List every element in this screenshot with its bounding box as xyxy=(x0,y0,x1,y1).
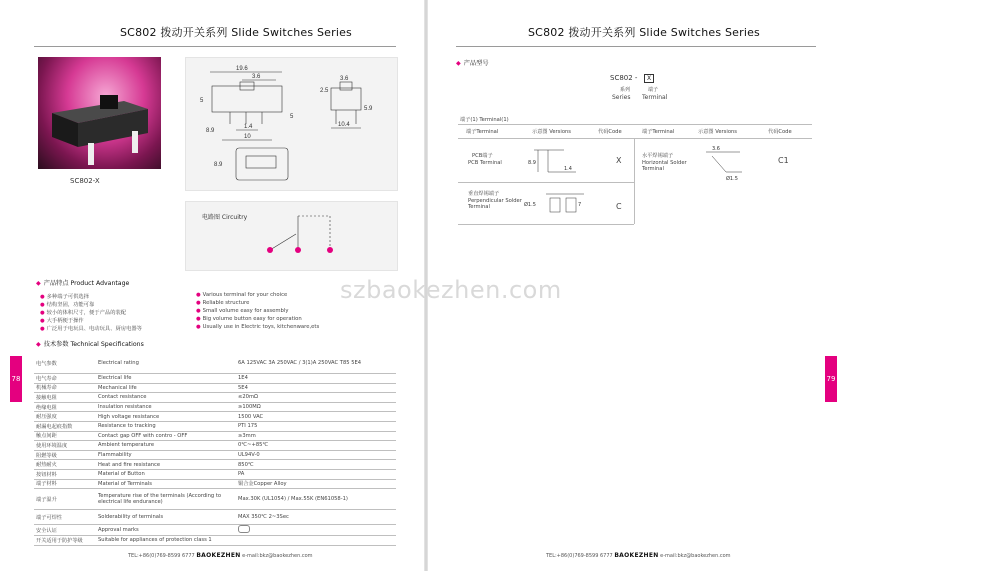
table-row: 安全认证 Approval marks xyxy=(34,525,396,536)
table-row: 开关适用于防护等级 Suitable for appliances of protection class 1 xyxy=(34,536,396,546)
code-prefix: SC802 - xyxy=(610,74,638,82)
row3-code: C1 xyxy=(778,156,789,165)
table-row: 端子温升 Temperature rise of the terminals (According to electrical life endurance) Max.30K (UL1054) / Max.55K (EN61058-1) xyxy=(34,489,396,510)
product-photo xyxy=(38,57,161,169)
dim-1-4: 1.4 xyxy=(244,124,253,130)
table-row: 触点间距 Contact gap OFF with contro - OFF ≥3mm xyxy=(34,431,396,441)
dim-19-6: 19.6 xyxy=(236,66,248,72)
advantage-en-1: ● Various terminal for your choice xyxy=(196,292,288,298)
col-version: 示意图 Versions xyxy=(532,129,571,135)
approval-mark-cell xyxy=(236,525,396,536)
dim-5-9: 5.9 xyxy=(364,106,373,112)
table-row: 电气寿命 Electrical life 1E4 xyxy=(34,374,396,384)
title-rule xyxy=(34,46,396,47)
table-row: 机械寿命 Mechanical life 5E4 xyxy=(34,383,396,393)
switch-photo-icon xyxy=(38,57,161,169)
terminal-cn: 端子 xyxy=(648,87,659,93)
col-code: 代码Code xyxy=(598,129,622,135)
terminal-table xyxy=(458,116,812,224)
series-en: Series xyxy=(612,94,631,101)
terminal-dot-3 xyxy=(327,247,333,253)
advantage-en-3: ● Small volume easy for assembly xyxy=(196,308,289,314)
dimension-drawing xyxy=(186,58,397,190)
spec-value: 6A 125VAC 3A 250VAC / 3(1)A 250VAC T85 5E4 xyxy=(236,353,396,374)
row3-name-en: Horizontal Solder Terminal xyxy=(642,160,687,172)
circuitry-label: 电路图 Circuitry xyxy=(202,214,248,221)
advantage-cn-2: ● 结构坚固，功能可靠 xyxy=(40,302,95,308)
row1-name-cn: PCB端子 xyxy=(472,153,493,159)
col-version-2: 示意图 Versions xyxy=(698,129,737,135)
row1-code: X xyxy=(616,156,622,165)
table-row: 耐漏电起痕指数 Resistance to tracking PTI 175 xyxy=(34,421,396,431)
advantage-en-4: ● Big volume button easy for operation xyxy=(196,316,302,322)
footer-brand: BAOKEZHEN xyxy=(196,552,241,559)
advantage-en-2: ● Reliable structure xyxy=(196,300,250,306)
table-row: 绝缘电阻 Insulation resistance ≥100MΩ xyxy=(34,402,396,412)
pcb-dim-a: 8.9 xyxy=(528,160,536,166)
advantage-heading: ◆ 产品特点 Product Advantage xyxy=(36,280,130,287)
pcb-terminal-drawing xyxy=(524,146,584,176)
circuitry-panel xyxy=(185,201,398,271)
product-code-heading: ◆ 产品型号 xyxy=(456,60,489,67)
footer xyxy=(128,552,313,559)
series-cn: 系列 xyxy=(620,87,631,93)
row2-name-cn: 垂直焊锡端子 xyxy=(468,191,500,197)
dim-2-5: 2.5 xyxy=(320,88,329,94)
dim-5a: 5 xyxy=(200,98,204,104)
dim-3-6: 3.6 xyxy=(252,74,261,80)
footer-tel: TEL:+86(0)769-8599 6777 xyxy=(128,553,195,559)
footer-mail: e-mail:bkz@baokezhen.com xyxy=(242,553,313,559)
table-row: 耐压强度 High voltage resistance 1500 VAC xyxy=(34,412,396,422)
table-row xyxy=(34,353,396,374)
dim-8-9: 8.9 xyxy=(206,128,215,134)
table-row: 耐热耐火 Heat and fire resistance 850℃ xyxy=(34,460,396,470)
approval-mark-icon xyxy=(238,525,250,533)
horiz-dim-b: Ø1.5 xyxy=(726,176,738,182)
advantage-en-5: ● Usually use in Electric toys, kitchenware,ets xyxy=(196,324,320,330)
pcb-dim-b: 1.4 xyxy=(564,166,572,172)
row3-name-cn: 水平焊锡端子 xyxy=(642,153,674,159)
dim-8-9b: 8.9 xyxy=(214,162,223,168)
terminal-dot-2 xyxy=(295,247,301,253)
table-row: 接触电阻 Contact resistance ≤20mΩ xyxy=(34,393,396,403)
row2-code: C xyxy=(616,202,622,211)
horiz-dim-a: 3.6 xyxy=(712,146,720,152)
dim-10: 10 xyxy=(244,134,251,140)
page-number: 78 xyxy=(11,375,21,383)
product-caption: SC802-X xyxy=(70,177,100,185)
row1-name-en: PCB Terminal xyxy=(468,160,502,166)
footer-tel-right: TEL:+86(0)769-8599 6777 xyxy=(546,553,613,559)
page-number-right: 79 xyxy=(826,375,836,383)
col-terminal-2: 端子Terminal xyxy=(642,129,675,135)
table-row: 按钮材料 Material of Button PA xyxy=(34,469,396,479)
dim-10-4: 10.4 xyxy=(338,122,350,128)
dim-5b: 5 xyxy=(290,114,294,120)
perp-dim-a: Ø1.5 xyxy=(524,202,536,208)
dimension-drawing-panel xyxy=(185,57,398,191)
advantage-cn-5: ● 广泛用于电玩具、电动玩具、厨房电器等 xyxy=(40,326,142,332)
terminal-section-label: 端子(1) Terminal(1) xyxy=(460,117,509,123)
table-row: 使用环境温度 Ambient temperature 0℃~+85℃ xyxy=(34,441,396,451)
code-diagram xyxy=(610,74,690,106)
dim-3-6b: 3.6 xyxy=(340,76,349,82)
page-number-tab-right xyxy=(825,356,837,402)
page-number-tab xyxy=(10,356,22,402)
spec-table xyxy=(34,353,396,546)
left-page-title: SC802 拨动开关系列 Slide Switches Series xyxy=(120,26,352,39)
perpendicular-terminal-drawing xyxy=(524,188,594,218)
table-row: 阻燃等级 Flammability UL94V-0 xyxy=(34,450,396,460)
spec-heading: ◆ 技术参数 Technical Specifications xyxy=(36,341,144,348)
table-row: 端子材料 Material of Terminals 铜合金Copper Alloy xyxy=(34,479,396,489)
col-terminal: 端子Terminal xyxy=(466,129,499,135)
watermark: szbaokezhen.com xyxy=(340,276,562,304)
col-code-2: 代码Code xyxy=(768,129,792,135)
code-box: X xyxy=(644,74,654,83)
spec-en: Electrical rating xyxy=(96,353,236,374)
perp-dim-b: 7 xyxy=(578,202,582,208)
advantage-cn-4: ● 大手柄便于操作 xyxy=(40,318,84,324)
spec-cn: 电气参数 xyxy=(34,353,96,374)
row2-name-en: Perpendicular Solder Terminal xyxy=(468,198,522,210)
table-row: 端子可焊性 Solderability of terminals MAX 350℃ 2~3Sec xyxy=(34,510,396,525)
right-page-title: SC802 拨动开关系列 Slide Switches Series xyxy=(528,26,760,39)
terminal-en: Terminal xyxy=(642,94,668,101)
terminal-dot-1 xyxy=(267,247,273,253)
footer-brand-right: BAOKEZHEN xyxy=(614,552,659,559)
title-rule-right xyxy=(456,46,816,47)
horizontal-terminal-drawing xyxy=(696,142,756,182)
advantage-cn-3: ● 较小的体积尺寸，便于产品的装配 xyxy=(40,310,127,316)
footer-mail-right: e-mail:bkz@baokezhen.com xyxy=(660,553,731,559)
advantage-cn-1: ● 多种端子可供选择 xyxy=(40,294,90,300)
footer-right xyxy=(546,552,731,559)
